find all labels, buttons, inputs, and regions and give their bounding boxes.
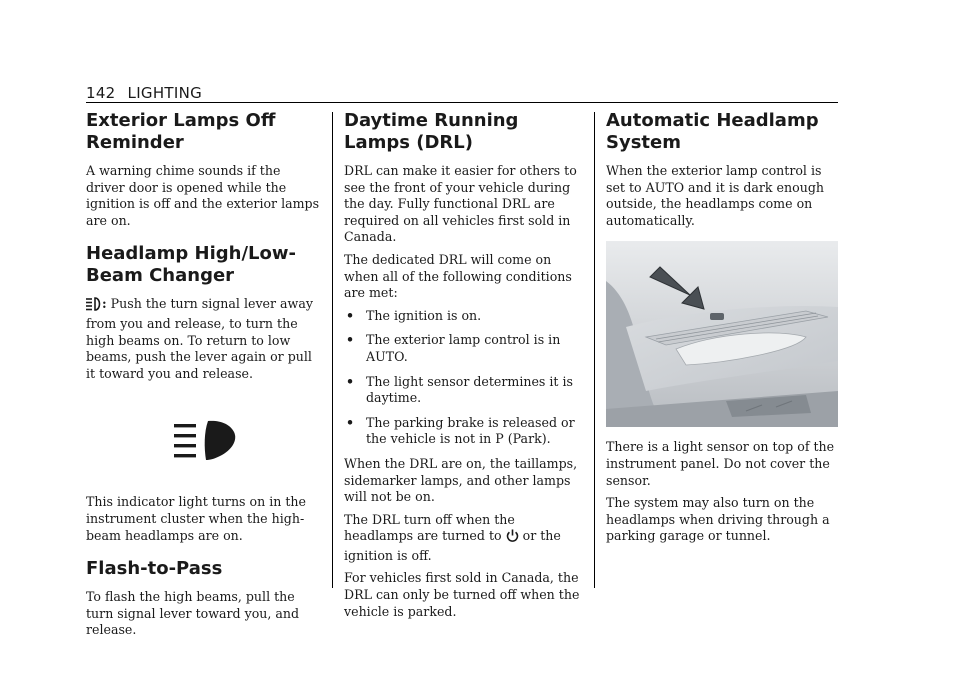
list-item-text: The ignition is on. [366,307,482,323]
paragraph-drl-canada: For vehicles first sold in Canada, the DRL can only be turned off when the vehicle is parked. [344,570,580,619]
bullet-mark: • [346,332,355,348]
paragraph-drl-on: When the DRL are on, the taillamps, sidemarker lamps, and other lamps will not be on. [344,455,578,505]
drl-conditions-list [344,308,580,448]
column-left [86,110,322,645]
column-divider [332,112,333,588]
light-sensor-photo [606,241,838,427]
list-item [344,308,580,325]
off-power-icon [506,529,519,548]
paragraph-parking-garage: The system may also turn on the headlamps when driving through a parking garage or tunnel. [606,495,830,544]
paragraph-headlamp-changer [86,296,322,382]
high-beam-icon [86,297,102,316]
section-title: LIGHTING [127,84,203,102]
turn-off-text-b: or the ignition is off. [344,528,561,563]
turn-off-text-a: The DRL turn off when the headlamps are turned to [344,511,515,544]
paragraph-flash-to-pass: To flash the high beams, pull the turn signal lever toward you, and release. [86,589,300,638]
bullet-mark: • [346,414,355,430]
heading-automatic-headlamp-system: Automatic Headlamp System [606,110,819,153]
paragraph-drl-turn-off [344,512,580,565]
paragraph-light-sensor: There is a light sensor on top of the instrument panel. Do not cover the sensor. [606,439,835,488]
colon-mark: : [102,296,107,312]
headlamp-changer-text: Push the turn signal lever away from you and release, to turn the high beams on. To return to low beams, push the lever again or pull it toward you and release. [86,296,313,381]
heading-flash-to-pass: Flash-to-Pass [86,558,223,580]
list-item-text: The exterior lamp control is in AUTO. [366,332,561,364]
list-item-text: The parking brake is released or the vehicle is not in P (Park). [366,414,575,447]
column-divider [594,112,595,588]
paragraph-exterior-reminder: A warning chime sounds if the driver door is opened while the ignition is off and the exterior lamps are on. [86,163,320,228]
list-item [344,415,580,448]
list-item [344,332,580,365]
list-item [344,374,580,407]
page-number: 142 [86,84,116,102]
high-beam-indicator-icon [174,418,240,462]
header-rule [86,102,838,103]
paragraph-auto-headlamp: When the exterior lamp control is set to AUTO and it is dark enough outside, the headlamps come on automatically. [606,163,824,228]
list-item-text: The light sensor determines it is daytime. [366,373,573,406]
heading-exterior-lamps-off-reminder: Exterior Lamps Off Reminder [86,110,276,153]
paragraph-drl-intro: DRL can make it easier for others to see the front of your vehicle during the day. Fully functional DRL are required on all vehicles first sold in Canada. [344,163,577,245]
column-right [606,110,842,551]
paragraph-drl-conditions: The dedicated DRL will come on when all of the following conditions are met: [344,251,572,301]
heading-headlamp-changer: Headlamp High/Low-Beam Changer [86,243,296,287]
heading-drl: Daytime Running Lamps (DRL) [344,110,519,153]
page-header [86,84,838,104]
bullet-mark: • [346,373,355,389]
paragraph-indicator-light: This indicator light turns on in the instrument cluster when the high-beam headlamps are on. [86,494,306,543]
column-middle [344,110,580,626]
bullet-mark: • [346,307,355,323]
